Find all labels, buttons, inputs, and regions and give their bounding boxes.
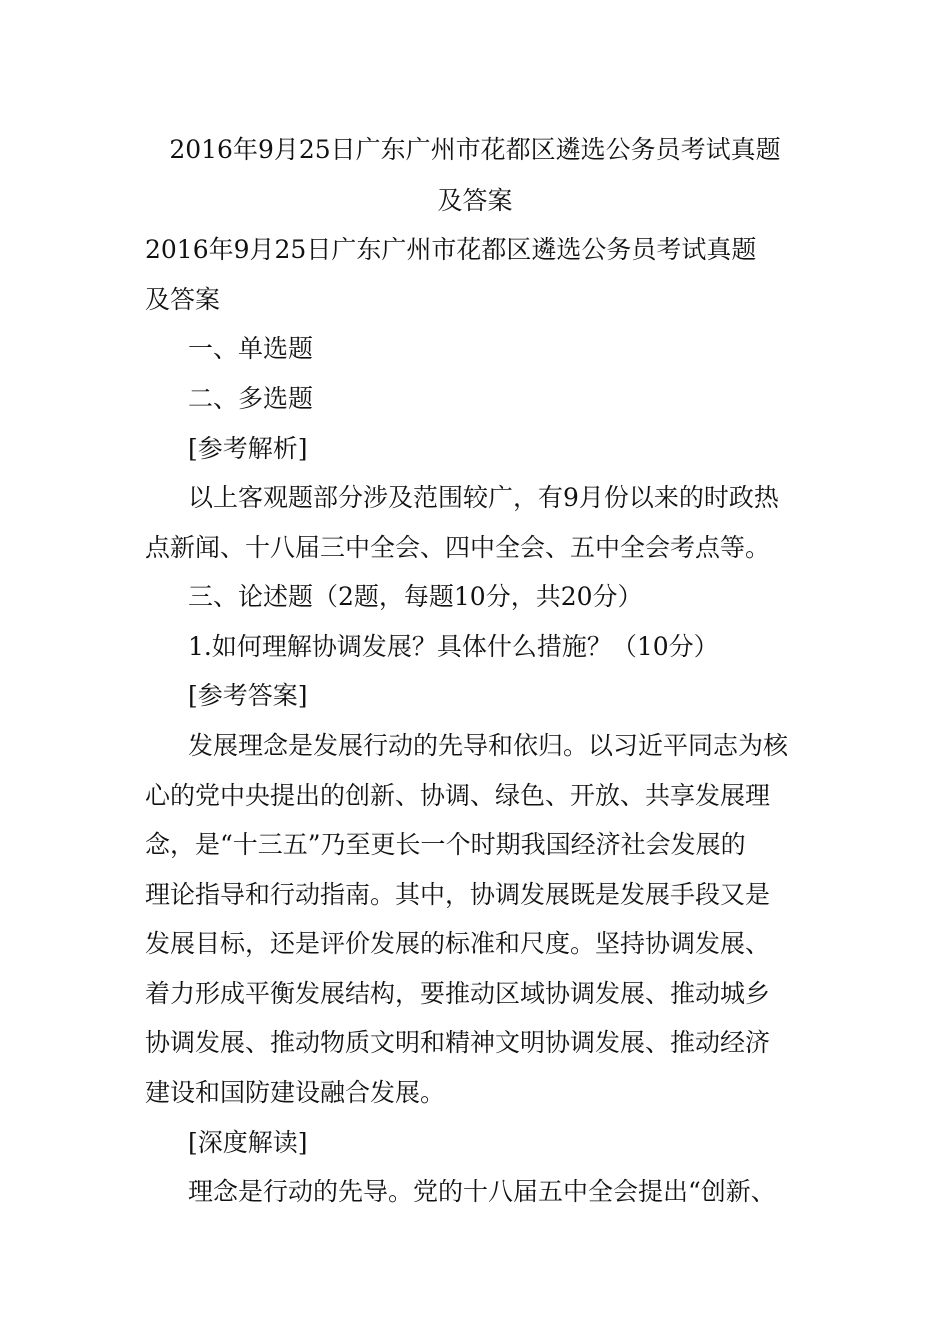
- section-heading-multiple-choice: 二、多选题: [188, 384, 314, 413]
- paragraph-line: 协调发展、推动物质文明和精神文明协调发展、推动经济: [145, 1028, 771, 1057]
- deep-interpretation-heading: [深度解读]: [188, 1128, 308, 1157]
- paragraph-line: 理念是行动的先导。党的十八届五中全会提出“创新、: [188, 1177, 776, 1206]
- section-heading-single-choice: 一、单选题: [188, 334, 314, 363]
- document-title-line-1: 2016年9月25日广东广州市花都区遴选公务员考试真题: [169, 135, 781, 164]
- paragraph-line: 念，是“十三五”乃至更长一个时期我国经济社会发展的: [145, 830, 746, 859]
- paragraph-line: 点新闻、十八届三中全会、四中全会、五中全会考点等。: [145, 533, 771, 562]
- paragraph-line: 理论指导和行动指南。其中，协调发展既是发展手段又是: [145, 880, 771, 909]
- body-title-line-1: 2016年9月25日广东广州市花都区遴选公务员考试真题: [145, 235, 757, 264]
- section-heading-essay: 三、论述题（2题，每题10分，共20分）: [188, 582, 643, 611]
- document-title-line-2: 及答案: [437, 186, 513, 215]
- paragraph-line: 着力形成平衡发展结构，要推动区域协调发展、推动城乡: [145, 979, 771, 1008]
- reference-answer-heading: [参考答案]: [188, 681, 308, 710]
- paragraph-line: 以上客观题部分涉及范围较广，有9月份以来的时政热: [188, 483, 779, 512]
- question-line: 1.如何理解协调发展？具体什么措施？（10分）: [188, 632, 719, 661]
- body-title-line-2: 及答案: [145, 285, 221, 314]
- paragraph-line: 建设和国防建设融合发展。: [145, 1078, 446, 1107]
- paragraph-line: 发展目标，还是评价发展的标准和尺度。坚持协调发展、: [145, 929, 771, 958]
- paragraph-line: 发展理念是发展行动的先导和依归。以习近平同志为核: [188, 731, 789, 760]
- paragraph-line: 心的党中央提出的创新、协调、绿色、开放、共享发展理: [145, 781, 771, 810]
- reference-analysis-heading: [参考解析]: [188, 434, 308, 463]
